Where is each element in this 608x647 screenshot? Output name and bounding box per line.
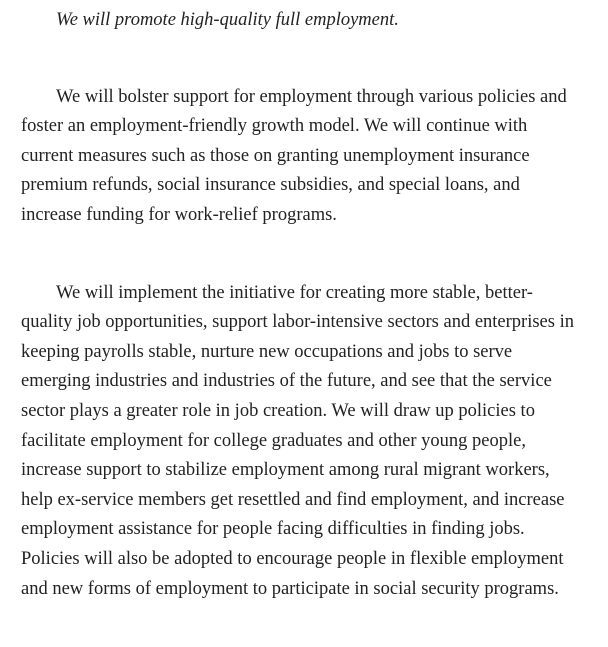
paragraph-job-opportunities: We will implement the initiative for creating more stable, better-quality job opportunities, support labor-intensive sectors and enterprises in keeping payrolls stable, nurture new occupations and jobs to serve emerging industries and industries of the future, and see that the service sector plays a greater role in job creation. We will draw up policies to facilitate employment for college graduates and other young people, increase support to stabilize employment among rural migrant workers, help ex-service members get resettled and find employment, and increase employment assistance for people facing difficulties in finding jobs. Policies will also be adopted to encourage people in flexible employment and new forms of employment to participate in social security programs. <box>21 282 574 599</box>
section-heading: We will promote high-quality full employment. <box>56 10 399 30</box>
document-body <box>21 0 581 604</box>
paragraph-employment-support: We will bolster support for employment through various policies and foster an employment-friendly growth model. We will continue with current measures such as those on granting unemployment insurance premium refunds, social insurance subsidies, and special loans, and increase funding for work-relief programs. <box>21 86 567 225</box>
